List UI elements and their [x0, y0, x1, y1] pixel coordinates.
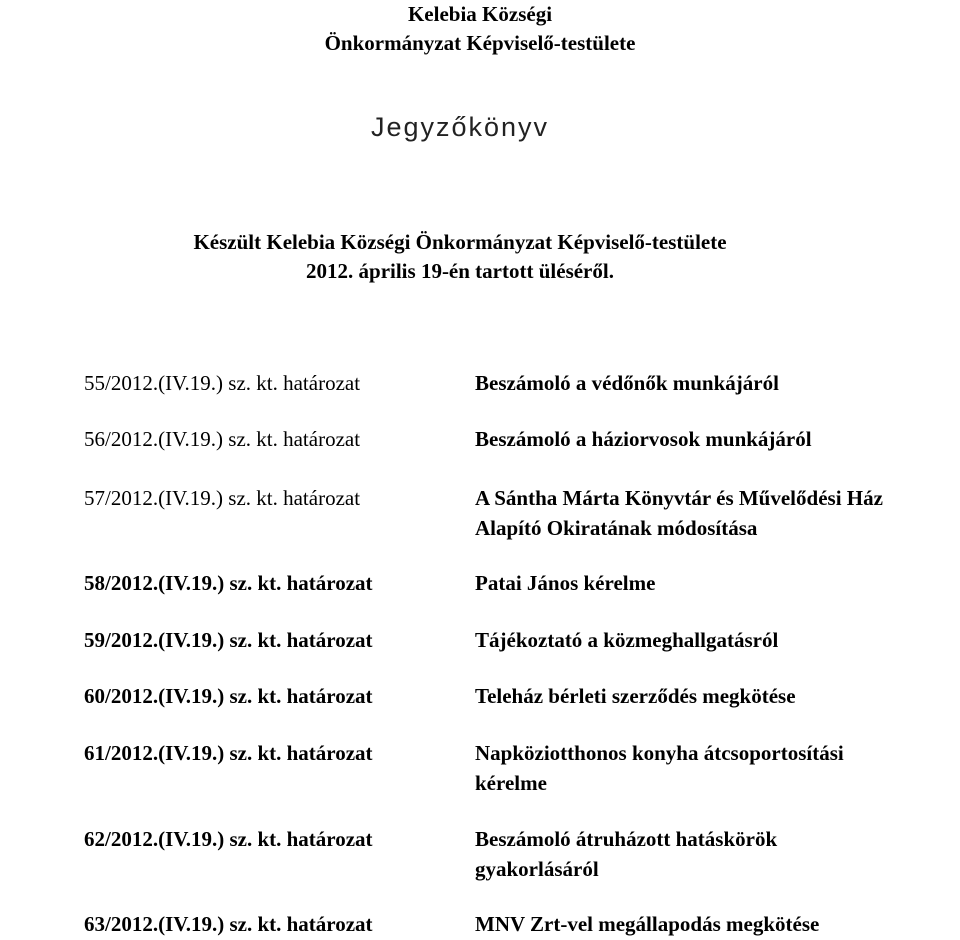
subject-line: Patai János kérelme: [475, 571, 656, 595]
resolution-number: 63/2012.(IV.19.) sz. kt. határozat: [84, 912, 373, 936]
resolution-subject: [475, 368, 960, 398]
intro-line-1: Készült Kelebia Községi Önkormányzat Képviselő-testülete: [193, 230, 727, 254]
subject-line: kérelme: [475, 771, 547, 795]
resolution-subject: [475, 681, 960, 711]
resolution-number: 62/2012.(IV.19.) sz. kt. határozat: [84, 827, 373, 851]
subject-line: Teleház bérleti szerződés megkötése: [475, 684, 796, 708]
subject-line: gyakorlásáról: [475, 857, 599, 881]
resolution-number: 61/2012.(IV.19.) sz. kt. határozat: [84, 741, 373, 765]
resolution-subject: [475, 738, 960, 798]
resolution-number: 56/2012.(IV.19.) sz. kt. határozat: [84, 427, 361, 451]
subject-line: MNV Zrt-vel megállapodás megkötése: [475, 912, 820, 936]
resolution-number: 60/2012.(IV.19.) sz. kt. határozat: [84, 684, 373, 708]
resolution-number: 59/2012.(IV.19.) sz. kt. határozat: [84, 628, 373, 652]
resolution-subject: [475, 424, 960, 454]
intro-text: [0, 228, 920, 286]
subject-line: Alapító Okiratának módosítása: [475, 516, 758, 540]
resolution-subject: [475, 568, 960, 598]
resolution-number: 55/2012.(IV.19.) sz. kt. határozat: [84, 371, 361, 395]
resolution-number: 58/2012.(IV.19.) sz. kt. határozat: [84, 571, 373, 595]
organization-name: [0, 0, 960, 58]
resolution-subject: [475, 909, 960, 939]
resolution-number: 57/2012.(IV.19.) sz. kt. határozat: [84, 486, 361, 510]
resolution-subject: [475, 824, 960, 884]
resolution-subject: [475, 625, 960, 655]
organization-line-1: Kelebia Községi: [407, 2, 553, 26]
subject-line: Beszámoló a háziorvosok munkájáról: [475, 427, 812, 451]
organization-line-2: Önkormányzat Képviselő-testülete: [324, 31, 636, 55]
intro-line-2: 2012. április 19-én tartott üléséről.: [306, 259, 614, 283]
subject-line: Tájékoztató a közmeghallgatásról: [475, 628, 779, 652]
subject-line: Beszámoló átruházott hatáskörök: [475, 827, 778, 851]
resolution-subject: [475, 483, 960, 543]
subject-line: Beszámoló a védőnők munkájáról: [475, 371, 779, 395]
document-title: Jegyzőkönyv: [370, 112, 550, 142]
subject-line: A Sántha Márta Könyvtár és Művelődési Ház: [475, 486, 883, 510]
subject-line: Napköziotthonos konyha átcsoportosítási: [475, 741, 844, 765]
